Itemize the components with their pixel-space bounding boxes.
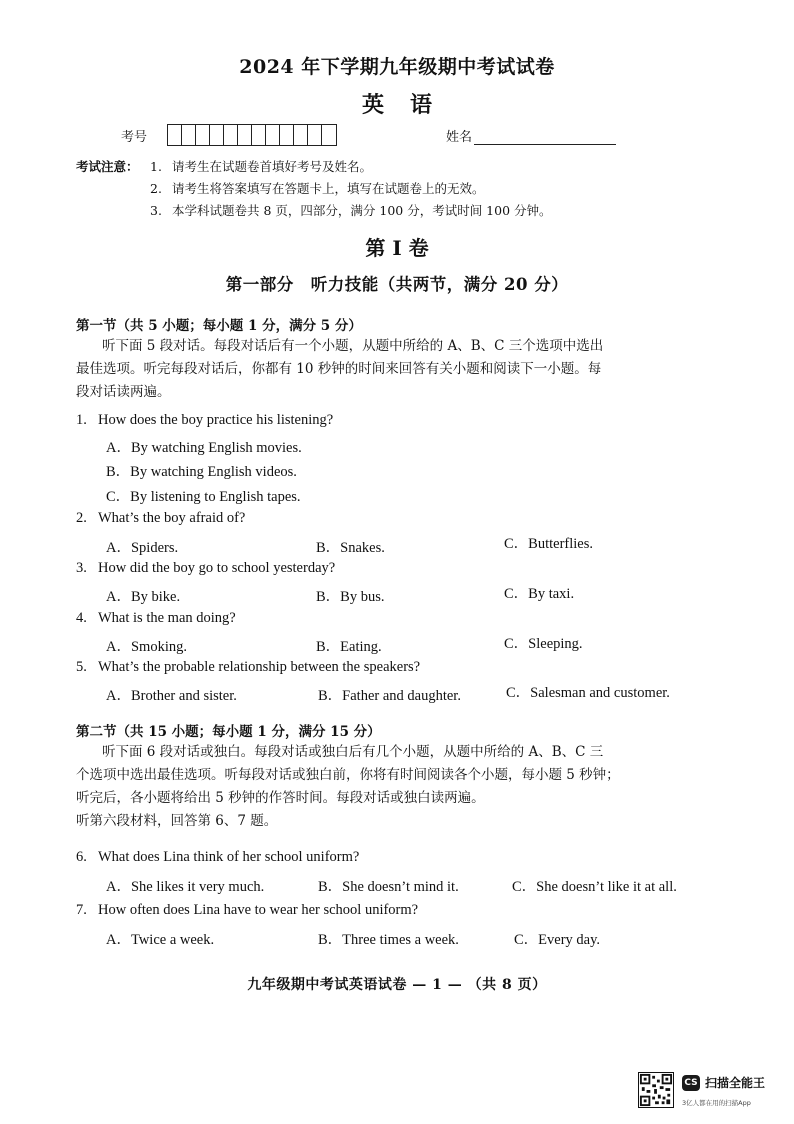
volume-heading: 第 I 卷 bbox=[365, 236, 429, 260]
section1-heading: 第一节（共 5 小题；每小题 1 分，满分 5 分） bbox=[76, 318, 362, 334]
scanner-tagline: 3亿人都在用的扫描App bbox=[682, 1099, 751, 1107]
question-5 bbox=[76, 659, 420, 676]
material-note: 听第六段材料，回答第 6、7 题。 bbox=[76, 813, 278, 829]
note-number: 1. bbox=[150, 159, 162, 174]
name-blank-line[interactable] bbox=[474, 130, 616, 145]
question-text: What does Lina think of her school uniform? bbox=[98, 849, 360, 865]
question-4 bbox=[76, 610, 236, 627]
question-number: 4. bbox=[76, 610, 87, 626]
id-digit-box[interactable] bbox=[322, 125, 336, 145]
instruction-line: 听完后，各小题将给出 5 秒钟的作答时间。每段对话或独白读两遍。 bbox=[76, 790, 485, 806]
section2-instructions bbox=[76, 741, 704, 833]
id-digit-box[interactable] bbox=[210, 125, 224, 145]
exam-id-row bbox=[121, 122, 337, 148]
note-item bbox=[150, 178, 552, 200]
question-text: How did the boy go to school yesterday? bbox=[98, 560, 336, 576]
id-digit-box[interactable] bbox=[182, 125, 196, 145]
q5-option-b[interactable]: B．Father and daughter. bbox=[318, 688, 461, 704]
q5-option-c[interactable]: C．Salesman and customer. bbox=[506, 685, 670, 701]
question-number: 7. bbox=[76, 902, 87, 918]
q7-option-b[interactable]: B．Three times a week. bbox=[318, 932, 459, 948]
note-number: 2. bbox=[150, 181, 162, 196]
id-digit-box[interactable] bbox=[224, 125, 238, 145]
q7-option-a[interactable]: A．Twice a week. bbox=[106, 932, 215, 948]
q1-option-a[interactable]: A．By watching English movies. bbox=[106, 440, 302, 456]
note-number: 3. bbox=[150, 203, 162, 218]
instruction-line: 听下面 5 段对话。每段对话后有一个小题，从题中所给的 A、B、C 三个选项中选出 bbox=[102, 338, 604, 354]
question-text: How does the boy practice his listening? bbox=[98, 412, 334, 428]
question-text: What is the man doing? bbox=[98, 610, 236, 626]
subject-title: 英语 bbox=[361, 92, 458, 118]
notes-list bbox=[150, 156, 552, 222]
q2-option-b[interactable]: B．Snakes. bbox=[316, 540, 385, 556]
name-label: 姓名 bbox=[446, 130, 473, 145]
id-digit-box[interactable] bbox=[196, 125, 210, 145]
question-number: 1. bbox=[76, 412, 87, 428]
id-digit-box[interactable] bbox=[294, 125, 308, 145]
q4-option-a[interactable]: A．Smoking. bbox=[106, 639, 187, 655]
q2-option-c[interactable]: C．Butterflies. bbox=[504, 536, 594, 552]
note-text: 本学科试题卷共 8 页，四部分，满分 100 分，考试时间 100 分钟。 bbox=[172, 203, 552, 218]
id-digit-box[interactable] bbox=[266, 125, 280, 145]
id-digit-box[interactable] bbox=[280, 125, 294, 145]
exam-title: 2024 年下学期九年级期中考试试卷 bbox=[239, 56, 555, 78]
question-number: 2. bbox=[76, 510, 87, 526]
id-digit-box[interactable] bbox=[238, 125, 252, 145]
id-digit-box[interactable] bbox=[252, 125, 266, 145]
question-7 bbox=[76, 902, 418, 919]
section2-heading: 第二节（共 15 小题；每小题 1 分，满分 15 分） bbox=[76, 724, 381, 740]
note-text: 请考生在试题卷首填好考号及姓名。 bbox=[172, 159, 373, 174]
question-number: 5. bbox=[76, 659, 87, 675]
exam-id-boxes[interactable] bbox=[167, 124, 337, 146]
q5-option-a[interactable]: A．Brother and sister. bbox=[106, 688, 237, 704]
question-text: What’s the boy afraid of? bbox=[98, 510, 246, 526]
q1-option-b[interactable]: B．By watching English videos. bbox=[106, 464, 297, 480]
id-digit-box[interactable] bbox=[168, 125, 182, 145]
q3-option-a[interactable]: A．By bike. bbox=[106, 589, 181, 605]
q6-option-a[interactable]: A．She likes it very much. bbox=[106, 879, 265, 895]
id-digit-box[interactable] bbox=[308, 125, 322, 145]
q4-option-b[interactable]: B．Eating. bbox=[316, 639, 382, 655]
exam-id-label: 考号 bbox=[121, 129, 148, 145]
q6-option-c[interactable]: C．She doesn’t like it at all. bbox=[512, 879, 677, 895]
question-1 bbox=[76, 412, 333, 429]
note-text: 请考生将答案填写在答题卡上，填写在试题卷上的无效。 bbox=[172, 181, 485, 196]
question-number: 6. bbox=[76, 849, 87, 865]
q7-option-c[interactable]: C．Every day. bbox=[514, 932, 601, 948]
instruction-line: 最佳选项。听完每段对话后，你都有 10 秒钟的时间来回答有关小题和阅读下一小题。每 bbox=[76, 361, 602, 377]
camscanner-logo-icon: CS bbox=[682, 1075, 700, 1091]
question-2 bbox=[76, 510, 245, 527]
notes-label: 考试注意： bbox=[76, 159, 139, 174]
question-6 bbox=[76, 849, 359, 866]
question-text: How often does Lina have to wear her school uniform? bbox=[98, 902, 419, 918]
q2-option-a[interactable]: A．Spiders. bbox=[106, 540, 179, 556]
q3-option-b[interactable]: B．By bus. bbox=[316, 589, 385, 605]
question-text: What’s the probable relationship between the speakers? bbox=[98, 659, 421, 675]
name-row bbox=[446, 126, 616, 145]
note-item bbox=[150, 200, 552, 222]
instruction-line: 段对话读两遍。 bbox=[76, 384, 171, 400]
qr-code-icon bbox=[638, 1072, 674, 1108]
q1-option-c[interactable]: C．By listening to English tapes. bbox=[106, 489, 301, 505]
q3-option-c[interactable]: C．By taxi. bbox=[504, 586, 575, 602]
instruction-line: 个选项中选出最佳选项。听每段对话或独白前，你将有时间阅读各个小题，每小题 5 秒钟； bbox=[76, 767, 620, 783]
scanner-app-name: 扫描全能王 bbox=[705, 1076, 766, 1090]
question-number: 3. bbox=[76, 560, 87, 576]
instruction-line: 听下面 6 段对话或独白。每段对话或独白后有几个小题，从题中所给的 A、B、C 三 bbox=[102, 744, 604, 760]
note-item bbox=[150, 156, 552, 178]
page-footer: 九年级期中考试英语试卷 — 1 — （共 8 页） bbox=[247, 977, 547, 993]
section1-instructions bbox=[76, 335, 704, 404]
q4-option-c[interactable]: C．Sleeping. bbox=[504, 636, 583, 652]
q6-option-b[interactable]: B．She doesn’t mind it. bbox=[318, 879, 459, 895]
part-heading: 第一部分 听力技能（共两节，满分 20 分） bbox=[225, 275, 569, 294]
question-3 bbox=[76, 560, 335, 577]
